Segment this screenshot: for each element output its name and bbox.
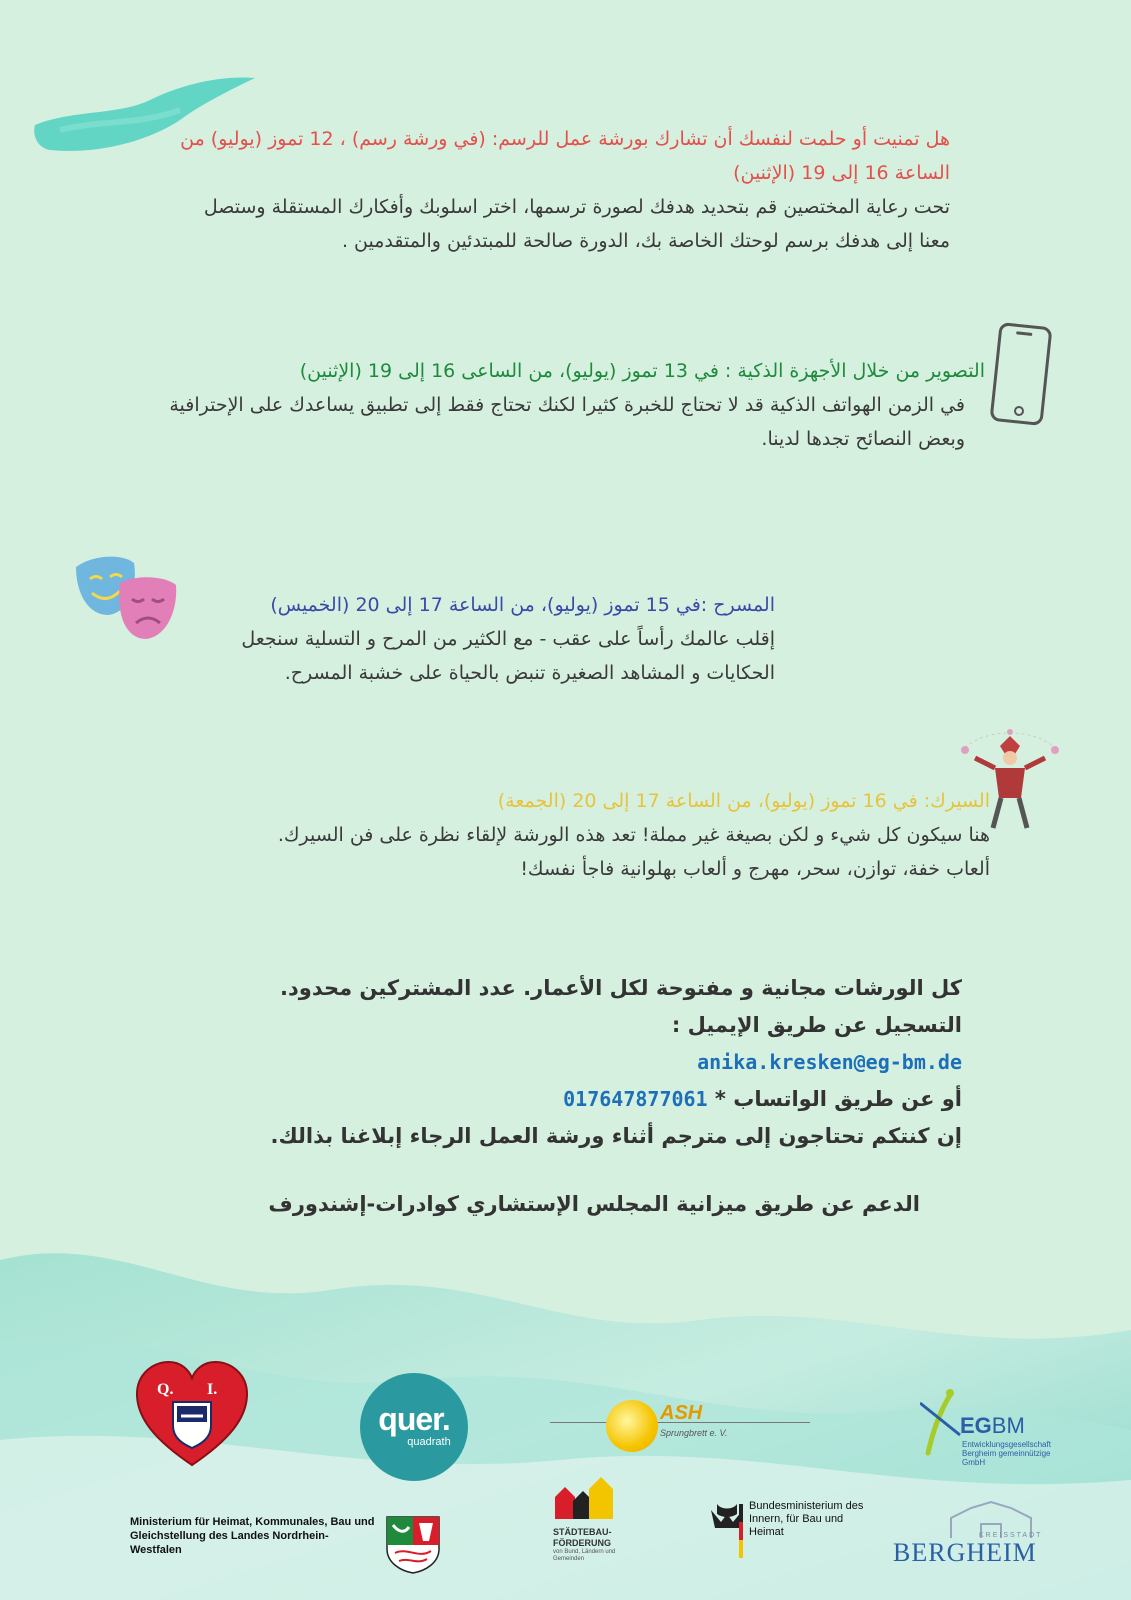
translator-note: إن كنتكم تحتاجون إلى مترجم أثناء ورشة العمل الرجاء إبلاغنا بذالك. xyxy=(270,1124,962,1148)
circus-workshop-section xyxy=(270,784,990,886)
egbm-subtitle: Entwicklungsgesellschaft Bergheim gemeinnützige GmbH xyxy=(962,1440,1051,1467)
ash-logo-subtitle: Sprungbrett e. V. xyxy=(660,1428,728,1438)
sun-icon xyxy=(606,1400,658,1452)
egbm-name-bold: EG xyxy=(960,1413,992,1438)
staedtebau-text: STÄDTEBAU- FÖRDERUNG xyxy=(553,1527,612,1548)
theater-masks-icon xyxy=(72,553,182,645)
circus-workshop-description: هنا سيكون كل شيء و لكن بصيغة غير مملة! تعد هذه الورشة لإلقاء نظرة على فن السيرك. ألعاب خفة، توازن، سحر، مهرج و ألعاب بهلوانية فاجأ نفسك! xyxy=(277,824,990,880)
theater-workshop-description: إقلب عالمك رأساً على عقب - مع الكثير من المرح و التسلية سنجعل الحكايات و المشاهد الصغيرة تنبض بالحياة على خشبة المسرح. xyxy=(241,628,775,684)
painting-workshop-title: هل تمنيت أو حلمت لنفسك أن تشارك بورشة عمل للرسم: (في ورشة رسم) ، 12 تموز (يوليو) من الساعة 16 إلى 19 (الإثنين) xyxy=(180,128,950,184)
quadrath-logo-text: quadrath xyxy=(407,1436,451,1448)
quer-quadrath-logo xyxy=(360,1373,468,1481)
registration-info xyxy=(150,970,962,1155)
staedtebau-subtitle: von Bund, Ländern und Gemeinden xyxy=(553,1549,616,1562)
ash-logo-text: ASH xyxy=(660,1402,703,1424)
theater-workshop-section xyxy=(180,588,775,690)
bmi-logo xyxy=(707,1500,867,1564)
qi-left-letter: Q. xyxy=(157,1381,174,1398)
whatsapp-label: أو عن طريق الواتساب * xyxy=(714,1087,962,1111)
quer-logo-text: quer. xyxy=(378,1401,450,1437)
qi-right-letter: I. xyxy=(207,1381,218,1398)
circus-workshop-title: السيرك: في 16 تموز (يوليو)، من الساعة 17 إلى 20 (الجمعة) xyxy=(497,790,990,812)
theater-workshop-title: المسرح :في 15 تموز (يوليو)، من الساعة 17 إلى 20 (الخميس) xyxy=(270,594,775,616)
email-link[interactable]: anika.kresken@eg-bm.de xyxy=(697,1050,962,1074)
painting-workshop-section xyxy=(180,122,950,258)
nrw-coat-of-arms-icon xyxy=(385,1515,441,1575)
federal-eagle-icon xyxy=(707,1500,747,1560)
ministry-nrw-text: Ministerium für Heimat, Kommunales, Bau und Gleichstellung des Landes Nordrhein-Westfalen xyxy=(130,1516,375,1556)
support-note: الدعم عن طريق ميزانية المجلس الإستشاري كوادرات-إشندورف xyxy=(268,1192,920,1216)
qi-heart-logo xyxy=(135,1360,250,1470)
photography-workshop-description: في الزمن الهواتف الذكية قد لا تحتاج للخبرة كثيرا لكنك تحتاج فقط إلى تطبيق يساعدك على الإحترافية وبعض النصائح تجدها لدينا. xyxy=(169,394,965,450)
staedtebau-foerderung-logo xyxy=(553,1475,631,1563)
photography-workshop-section xyxy=(160,354,985,456)
bergheim-logo xyxy=(893,1500,1063,1570)
free-workshops-note: كل الورشات مجانية و مفتوحة لكل الأعمار. عدد المشتركين محدود. xyxy=(280,976,962,1000)
whatsapp-number-link[interactable]: 017647877061 xyxy=(563,1087,708,1111)
houses-icon xyxy=(553,1475,617,1519)
smartphone-icon xyxy=(990,322,1052,426)
bergheim-text: BERGHEIM xyxy=(893,1538,1037,1567)
egbm-logo xyxy=(920,1385,1070,1465)
email-registration-label: التسجيل عن طريق الإيميل : xyxy=(671,1013,962,1037)
ash-sprungbrett-logo xyxy=(550,1400,810,1450)
photography-workshop-title: التصوير من خلال الأجهزة الذكية : في 13 تموز (يوليو)، من الساعى 16 إلى 19 (الإثنين) xyxy=(299,360,985,382)
kreisstadt-text: KREISSTADT xyxy=(979,1532,1043,1539)
egbm-name: BM xyxy=(991,1413,1025,1438)
painting-workshop-description: تحت رعاية المختصين قم بتحديد هدفك لصورة ترسمها، اختر اسلوبك وأفكارك المستقلة وستصل معنا إلى هدفك برسم لوحتك الخاصة بك، الدورة صالحة للمبتدئين والمتقدمين . xyxy=(203,196,950,252)
bmi-text: Bundesministerium des Innern, für Bau und Heimat xyxy=(749,1500,864,1538)
